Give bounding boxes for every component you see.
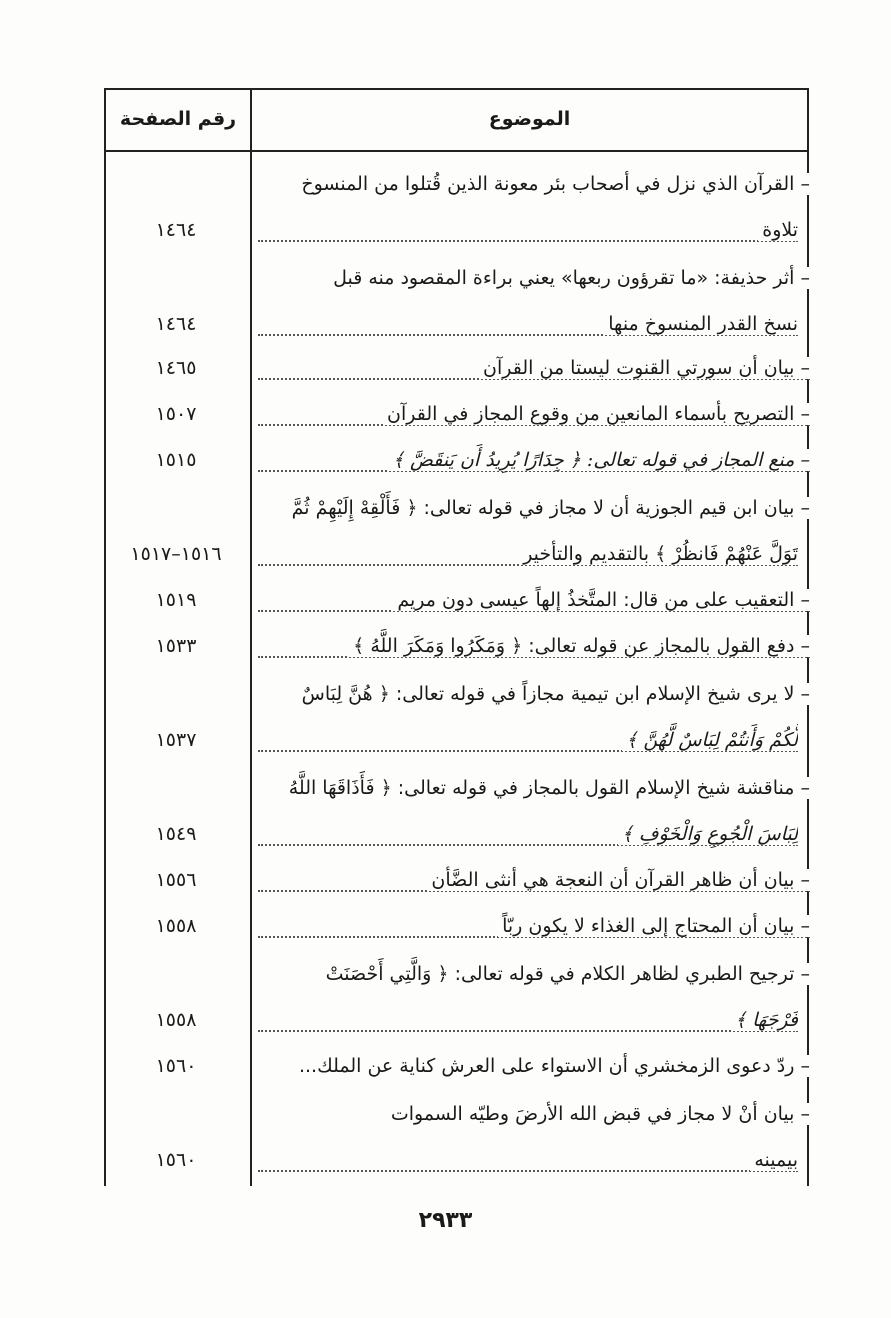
- column-divider: [250, 90, 252, 1186]
- entry-line: [254, 578, 810, 622]
- entry-text: – ترجيح الطبري لظاهر الكلام في قوله تعالى: ﴿ وَالَّتِي أَحْصَنَتْ: [322, 963, 810, 985]
- entry-line: [254, 1138, 798, 1182]
- entry-text: – القرآن الذي نزل في أصحاب بئر معونة الذين قُتلوا من المنسوخ: [297, 173, 810, 195]
- page-number: ١٥١٥: [155, 449, 197, 471]
- entry-line: [254, 532, 798, 576]
- entry-text: نسخ القدر المنسوخ منها: [604, 313, 798, 335]
- entry-text: – بيان أن المحتاج إلى الغذاء لا يكون ربّاً: [498, 915, 810, 937]
- entry-text: تلاوة: [758, 219, 798, 241]
- page-number: ١٥٥٦: [155, 869, 197, 891]
- topic-column-header: الموضوع: [488, 108, 571, 130]
- entry-text: – بيان أن سورتي القنوت ليستا من القرآن: [479, 357, 810, 379]
- entry-line: [254, 256, 810, 300]
- page-number: ١٤٦٤: [155, 219, 197, 241]
- entry-text: – التصريح بأسماء المانعين من وقوع المجاز في القرآن: [383, 403, 810, 425]
- page-number: ١٥٤٩: [155, 823, 197, 845]
- page-number: ١٤٦٥: [155, 357, 197, 379]
- entry-text: بيمينه: [750, 1149, 798, 1171]
- page-number: ١٥٥٨: [155, 915, 197, 937]
- entry-line: [254, 392, 810, 436]
- entry-text: – دفع القول بالمجاز عن قوله تعالى: ﴿ وَمَكَرُوا وَمَكَرَ اللَّهُ ﴾: [349, 635, 810, 657]
- page-number: ١٤٦٤: [155, 313, 197, 335]
- entry-text: – ردّ دعوى الزمخشري أن الاستواء على العرش كناية عن الملك...: [295, 1055, 810, 1077]
- entry-text: – لا يرى شيخ الإسلام ابن تيمية مجازاً في قوله تعالى: ﴿ هُنَّ لِبَاسٌ: [298, 683, 810, 705]
- page-number: ١٥٠٧: [155, 403, 197, 425]
- entry-line: [254, 1092, 810, 1136]
- page-number: ١٥١٦–١٥١٧: [130, 543, 222, 565]
- page-number: ١٥٦٠: [155, 1055, 197, 1077]
- page-number: ١٥٥٨: [155, 1009, 197, 1031]
- entry-line: [254, 952, 810, 996]
- entry-text: – مناقشة شيخ الإسلام القول بالمجاز في قوله تعالى: ﴿ فَأَذَاقَهَا اللَّهُ: [285, 777, 810, 799]
- entry-line: [254, 486, 810, 530]
- entry-line: [254, 672, 810, 716]
- entry-line: [254, 718, 798, 762]
- entry-line: [254, 302, 798, 346]
- entry-text: – أثر حذيفة: «ما تقرؤون ربعها» يعني براءة المقصود منه قبل: [329, 267, 810, 289]
- entry-line: [254, 208, 798, 252]
- page-number: ١٥٦٠: [155, 1149, 197, 1171]
- entry-text: – بيان أن ظاهر القرآن أن النعجة هي أنثى الضَّأن: [427, 869, 810, 891]
- entry-text: لِبَاسَ الْجُوعِ وَالْخَوْفِ ﴾: [618, 823, 798, 845]
- folio-page-number: ٢٩٣٣: [418, 1208, 473, 1233]
- entry-line: [254, 1044, 810, 1088]
- entry-text: – بيان أنْ لا مجاز في قبض الله الأرضَ وطيّه السموات: [387, 1103, 810, 1125]
- entry-text: – التعقيب على من قال: المتَّخذُ إلهاً عيسى دون مريم: [393, 589, 810, 611]
- page-number: ١٥٣٣: [155, 635, 197, 657]
- entry-text: – بيان ابن قيم الجوزية أن لا مجاز في قوله تعالى: ﴿ فَأَلْقِهْ إِلَيْهِمْ ثُمَّ: [288, 497, 810, 519]
- entry-line: [254, 346, 810, 390]
- entry-text: – منع المجاز في قوله تعالى: ﴿ جِدَارًا يُرِيدُ أَن يَنقَضَّ ﴾: [389, 449, 810, 471]
- entry-line: [254, 162, 810, 206]
- entry-line: [254, 858, 810, 902]
- entry-text: لَّكُمْ وَأَنتُمْ لِبَاسٌ لَّهُنَّ ﴾: [622, 729, 798, 751]
- table-header: [106, 90, 807, 152]
- entry-line: [254, 904, 810, 948]
- entry-text: فَرْجَهَا ﴾: [731, 1009, 798, 1031]
- entry-text: تَوَلَّ عَنْهُمْ فَانظُرْ ﴾ بالتقديم والتأخير: [519, 543, 798, 565]
- entry-line: [254, 438, 810, 482]
- page-number: ١٥١٩: [155, 589, 197, 611]
- entry-line: [254, 998, 798, 1042]
- page-number: ١٥٣٧: [155, 729, 197, 751]
- page-column-header: رقم الصفحة: [119, 108, 237, 130]
- entry-line: [254, 812, 798, 856]
- entry-line: [254, 766, 810, 810]
- entry-line: [254, 624, 810, 668]
